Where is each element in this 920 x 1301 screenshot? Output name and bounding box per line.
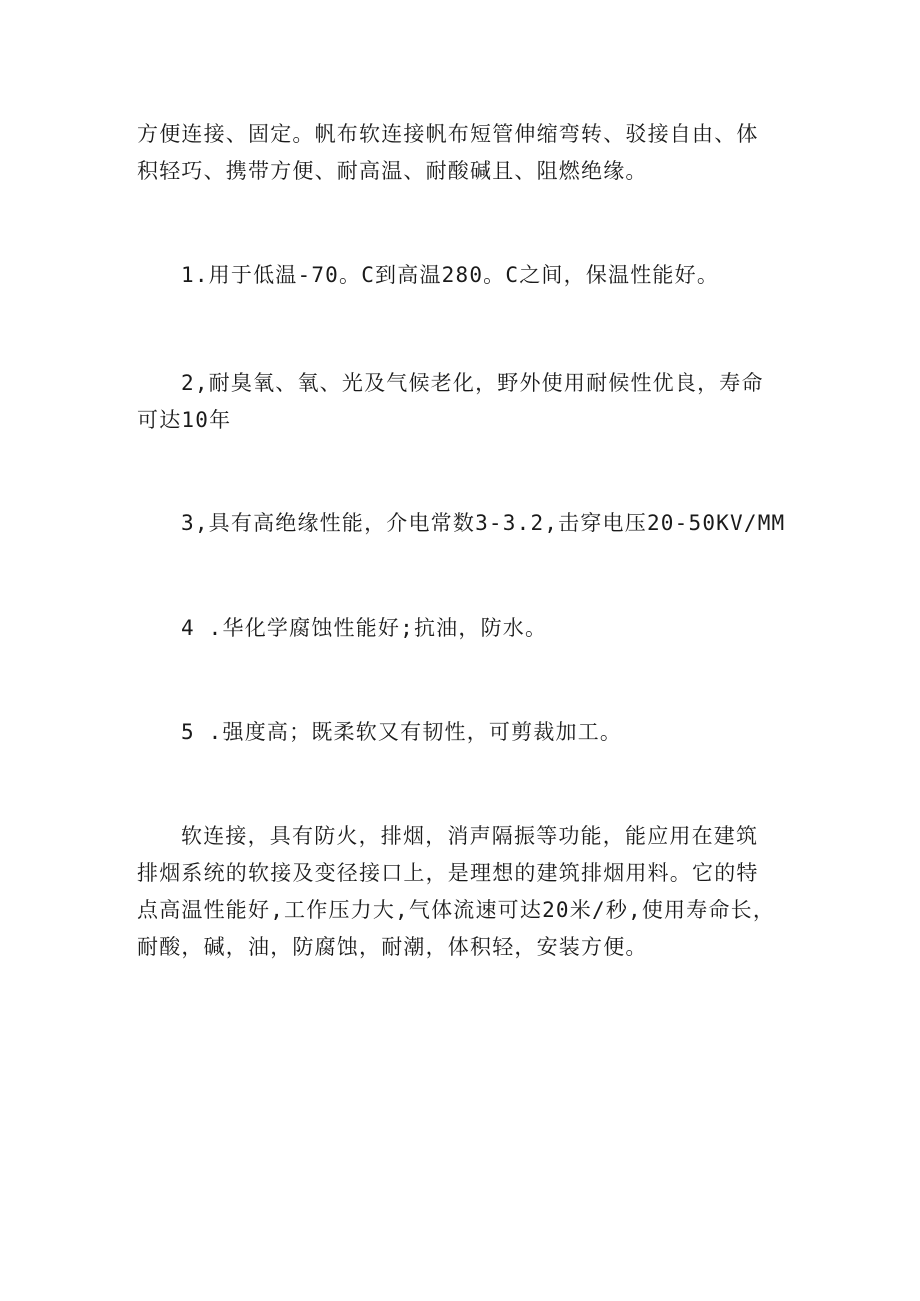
text-line: 1.用于低温-70。C到高温280。C之间，保温性能好。 bbox=[181, 263, 720, 287]
text-line: 软连接，具有防火，排烟，消声隔振等功能，能应用在建筑 bbox=[181, 824, 759, 848]
paragraph-item-4 bbox=[137, 610, 797, 647]
text-line: 可达10年 bbox=[137, 408, 232, 432]
text-line: 耐酸，碱，油，防腐蚀，耐潮，体积轻，安装方便。 bbox=[137, 935, 648, 959]
text-line: 排烟系统的软接及变径接口上，是理想的建筑排烟用料。它的特 bbox=[137, 861, 759, 885]
paragraph-item-2 bbox=[137, 365, 797, 439]
text-line: 5 .强度高；既柔软又有韧性，可剪裁加工。 bbox=[181, 720, 623, 744]
paragraph-item-5 bbox=[137, 714, 797, 751]
paragraph-intro bbox=[137, 116, 797, 190]
paragraph-item-3 bbox=[137, 505, 797, 542]
text-line: 3,具有高绝缘性能，介电常数3-3.2,击穿电压20-50KV/MM bbox=[181, 511, 786, 535]
text-line: 点高温性能好,工作压力大,气体流速可达20米/秒,使用寿命长， bbox=[137, 898, 776, 922]
text-line: 4 .华化学腐蚀性能好;抗油，防水。 bbox=[181, 616, 548, 640]
text-line: 2,耐臭氧、氧、光及气候老化，野外使用耐候性优良，寿命 bbox=[181, 371, 764, 395]
text-line: 积轻巧、携带方便、耐高温、耐酸碱且、阻燃绝缘。 bbox=[137, 159, 648, 183]
paragraph-summary bbox=[137, 818, 797, 966]
text-line: 方便连接、固定。帆布软连接帆布短管伸缩弯转、驳接自由、体 bbox=[137, 122, 759, 146]
paragraph-item-1 bbox=[137, 257, 797, 294]
